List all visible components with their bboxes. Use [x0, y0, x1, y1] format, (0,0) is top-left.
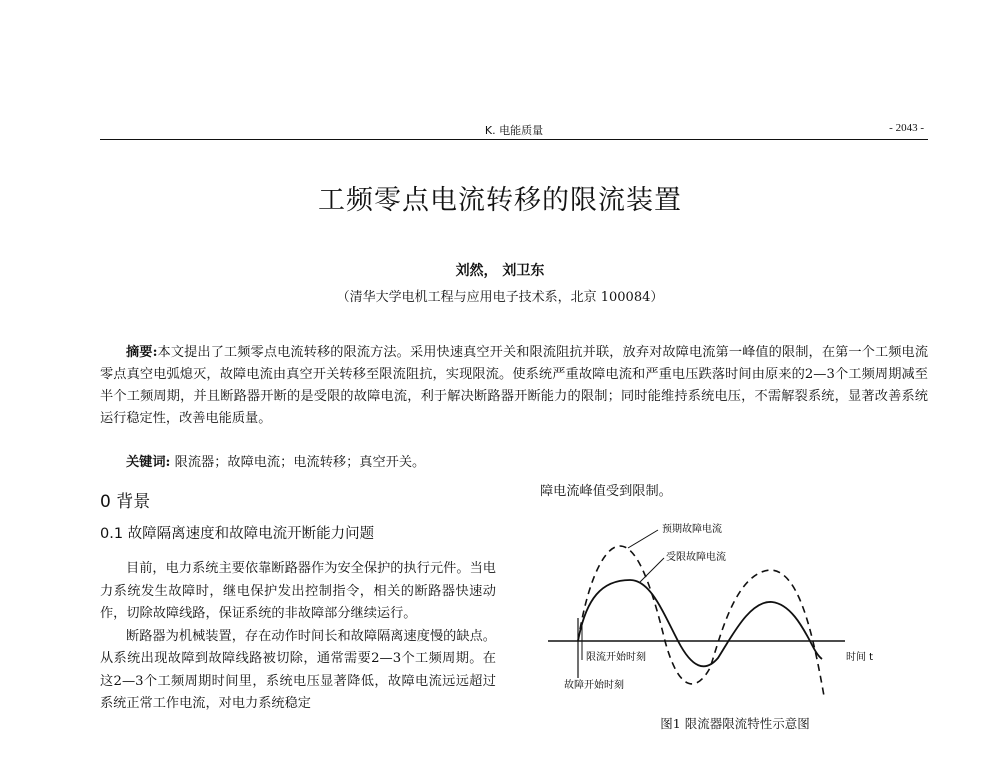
subsection-heading: 0.1 故障隔离速度和故障电流开断能力问题 [100, 526, 375, 542]
label-limit-start-time: 限流开始时刻 [586, 652, 646, 663]
abstract-text: 本文提出了工频零点电流转移的限流方法。采用快速真空开关和限流阻抗并联，放弃对故障电流第一峰值的限制，在第一个工频电流零点真空电弧熄灭，故障电流由真空开关转移至限流阻抗，实现限流。使系统严重故障电流和严重电压跌落时间由原来的2—3个工频周期减至半个工频周期，并且断路器开断的是受限的故障电流，利于解决断路器开断能力的限制；同时能维持系统电压，不需解裂系统，显著改善系统运行稳定性，改善电能质量。 [100, 345, 929, 426]
label-time-axis: 时间 t [846, 652, 874, 663]
keywords [126, 451, 425, 470]
affiliation: （清华大学电机工程与应用电子技术系，北京 100084） [336, 290, 664, 305]
left-column-body [100, 558, 496, 716]
section-heading: 0 背景 [100, 492, 151, 512]
paragraph-1: 目前，电力系统主要依靠断路器作为安全保护的执行元件。当电力系统发生故障时，继电保护发出控制指令，相关的断路器快速动作，切除故障线路，保证系统的非故障部分继续运行。 [100, 561, 496, 621]
label-expected-fault-current: 预期故障电流 [662, 524, 722, 535]
abstract-label: 摘要: [126, 345, 158, 360]
leader-expected [628, 530, 658, 548]
keywords-text: 限流器；故障电流；电流转移；真空开关。 [174, 455, 426, 470]
paragraph-2: 断路器为机械装置，存在动作时间长和故障隔离速度慢的缺点。从系统出现故障到故障线路被切除，通常需要2—3个工频周期。在这2—3个工频周期时间里，系统电压显著降低，故障电流远远超过系统正常工作电流，对电力系统稳定 [100, 628, 496, 711]
header-rule [100, 139, 928, 140]
paper-title: 工频零点电流转移的限流装置 [318, 185, 682, 216]
running-title: K. 电能质量 [484, 124, 544, 137]
label-limited-fault-current: 受限故障电流 [666, 552, 726, 563]
abstract [100, 342, 928, 430]
figure-current-limiting [540, 518, 930, 708]
page-number: - 2043 - [889, 122, 924, 134]
keywords-label: 关键词: [126, 455, 171, 470]
right-column-text: 障电流峰值受到限制。 [540, 484, 672, 499]
figure-caption: 图1 限流器限流特性示意图 [660, 716, 810, 731]
expected-fault-current-curve [578, 546, 824, 696]
label-fault-start-time: 故障开始时刻 [564, 680, 624, 691]
leader-limited [640, 558, 664, 582]
authors: 刘然， 刘卫东 [455, 263, 545, 279]
